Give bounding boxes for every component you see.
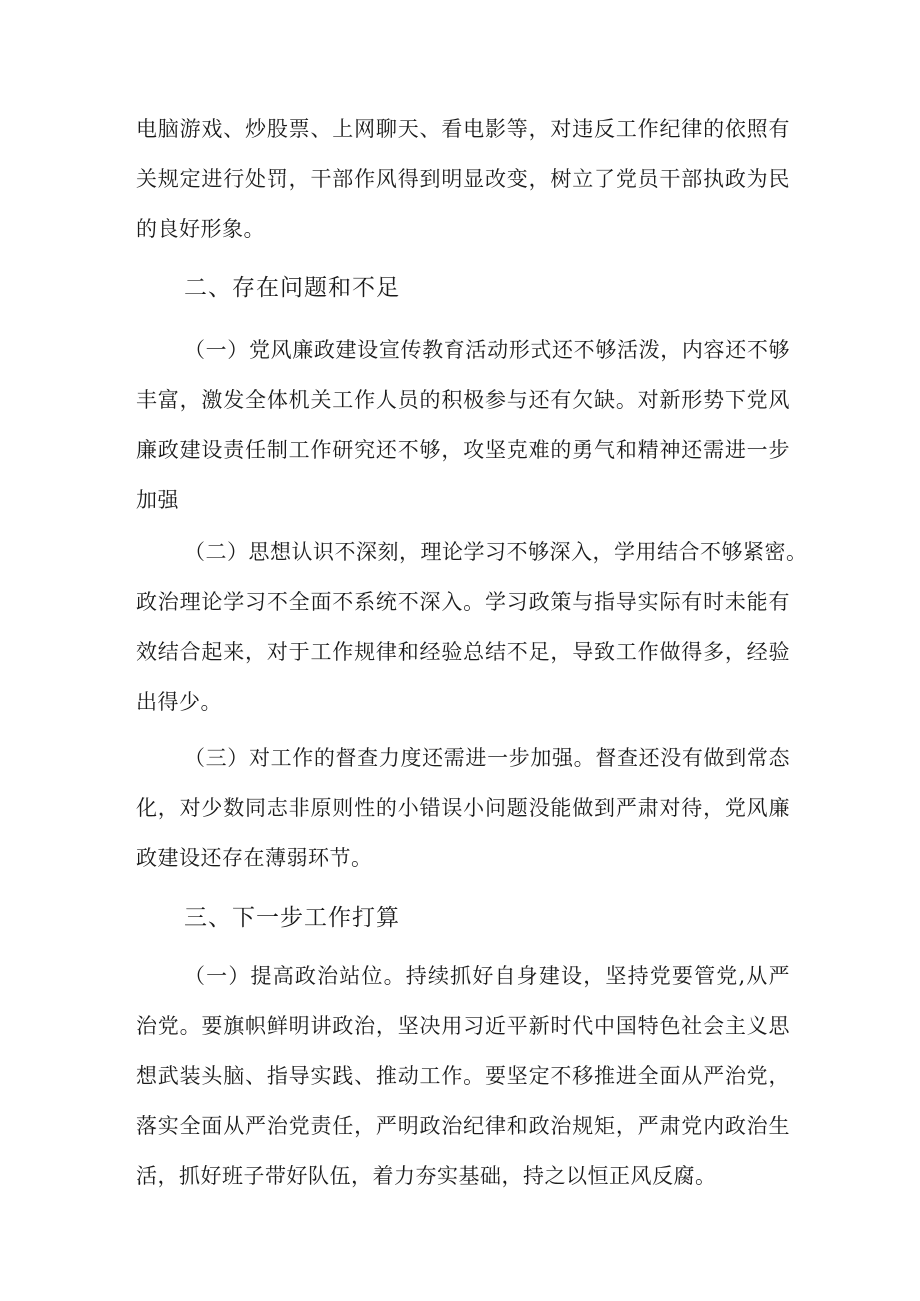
text-line: 活，抓好班子带好队伍，着力夯实基础，持之以恒正风反腐。 (136, 1164, 717, 1188)
text-line: 出得少。 (136, 690, 222, 714)
text-line: 加强 (136, 488, 179, 512)
text-line: （一）党风廉政建设宣传教育活动形式还不够活泼，内容还不够 (184, 338, 790, 362)
section-heading-3: 三、下一步工作打算 (184, 905, 400, 931)
text-line: 治党。要旗帜鲜明讲政治，坚决用习近平新时代中国特色社会主义思 (136, 1014, 790, 1038)
text-line: 想武装头脑、指导实践、推动工作。要坚定不移推进全面从严治党， (136, 1064, 790, 1088)
text-line: 落实全面从严治党责任，严明政治纪律和政治规矩，严肃党内政治生 (136, 1114, 790, 1138)
text-line: 电脑游戏、炒股票、上网聊天、看电影等，对违反工作纪律的依照有 (136, 117, 790, 141)
text-line: 关规定进行处罚，干部作风得到明显改变，树立了党员干部执政为民 (136, 167, 790, 191)
text-line: 政建设还存在薄弱环节。 (136, 846, 373, 870)
text-line: （二）思想认识不深刻，理论学习不够深入，学用结合不够紧密。 (184, 540, 808, 564)
text-line: 效结合起来，对于工作规律和经验总结不足，导致工作做得多，经验 (136, 640, 790, 664)
text-line: （一）提高政治站位。持续抓好自身建设，坚持党要管党,从严 (184, 964, 790, 988)
section-heading-2: 二、存在问题和不足 (184, 275, 400, 301)
text-line: （三）对工作的督查力度还需进一步加强。督查还没有做到常态 (184, 746, 790, 770)
text-line: 的良好形象。 (136, 217, 265, 241)
text-line: 丰富，激发全体机关工作人员的积极参与还有欠缺。对新形势下党风 (136, 388, 790, 412)
text-line: 政治理论学习不全面不系统不深入。学习政策与指导实际有时未能有 (136, 590, 790, 614)
text-line: 化，对少数同志非原则性的小错误小问题没能做到严肃对待，党风廉 (136, 796, 790, 820)
text-line: 廉政建设责任制工作研究还不够，攻坚克难的勇气和精神还需进一步 (136, 438, 790, 462)
